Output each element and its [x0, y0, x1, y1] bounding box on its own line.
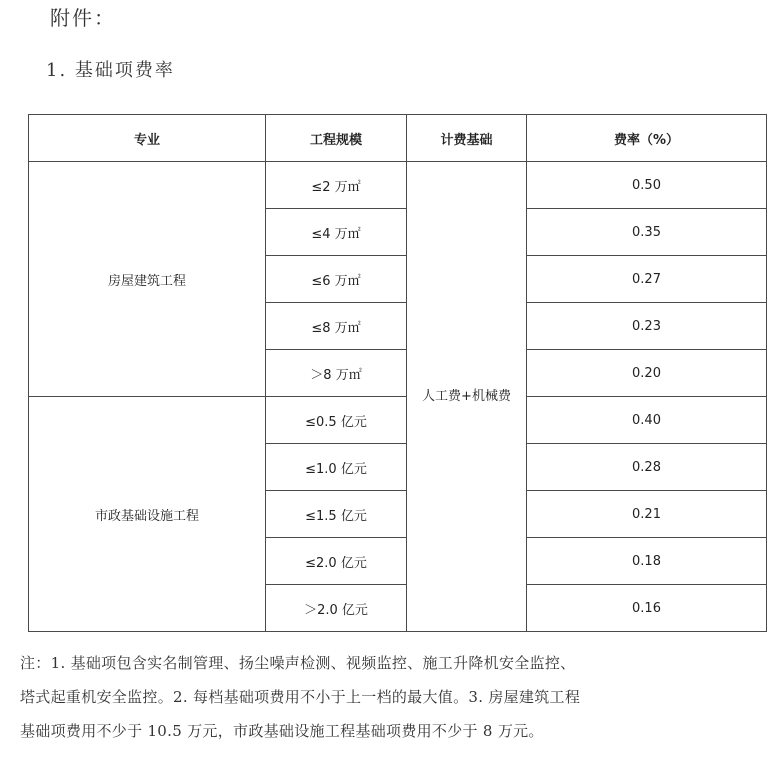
scale-cell: ≤1.0 亿元: [266, 444, 407, 491]
scale-cell: ≤0.5 亿元: [266, 397, 407, 444]
footnote-line-1: 注：1. 基础项包含实名制管理、扬尘噪声检测、视频监控、施工升降机安全监控、: [20, 654, 576, 672]
rate-cell: 0.16: [527, 585, 767, 632]
rate-cell: 0.40: [527, 397, 767, 444]
attachment-heading: 附件：: [50, 6, 116, 30]
billing-base-text: 人工费+机械费: [422, 388, 511, 404]
scale-cell: ≤1.5 亿元: [266, 491, 407, 538]
rate-cell: 0.21: [527, 491, 767, 538]
scale-cell: ≤2 万㎡: [266, 162, 407, 209]
specialty-municipal: 市政基础设施工程: [29, 397, 266, 632]
scale-cell: ≤4 万㎡: [266, 209, 407, 256]
table-header-row: [29, 115, 767, 162]
scale-cell: ＞2.0 亿元: [266, 585, 407, 632]
specialty-building: 房屋建筑工程: [29, 162, 266, 397]
header-base: 计费基础: [407, 115, 527, 162]
rate-cell: 0.18: [527, 538, 767, 585]
section-title: 1. 基础项费率: [46, 60, 175, 81]
footnote: [20, 646, 756, 748]
scale-cell: ＞8 万㎡: [266, 350, 407, 397]
scale-cell: ≤6 万㎡: [266, 256, 407, 303]
rate-cell: 0.20: [527, 350, 767, 397]
table-row: [29, 162, 767, 209]
header-specialty: 专业: [29, 115, 266, 162]
footnote-line-2: 塔式起重机安全监控。2. 每档基础项费用不小于上一档的最大值。3. 房屋建筑工程: [20, 688, 581, 706]
scale-cell: ≤2.0 亿元: [266, 538, 407, 585]
billing-base-cell: [407, 162, 527, 632]
header-scale: 工程规模: [266, 115, 407, 162]
scale-cell: ≤8 万㎡: [266, 303, 407, 350]
table-row: [29, 397, 767, 444]
footnote-line-3: 基础项费用不少于 10.5 万元，市政基础设施工程基础项费用不少于 8 万元。: [20, 722, 544, 740]
rate-cell: 0.27: [527, 256, 767, 303]
header-rate: 费率（%）: [527, 115, 767, 162]
rate-cell: 0.50: [527, 162, 767, 209]
base-rate-table: [28, 114, 767, 632]
rate-cell: 0.23: [527, 303, 767, 350]
rate-cell: 0.35: [527, 209, 767, 256]
rate-cell: 0.28: [527, 444, 767, 491]
